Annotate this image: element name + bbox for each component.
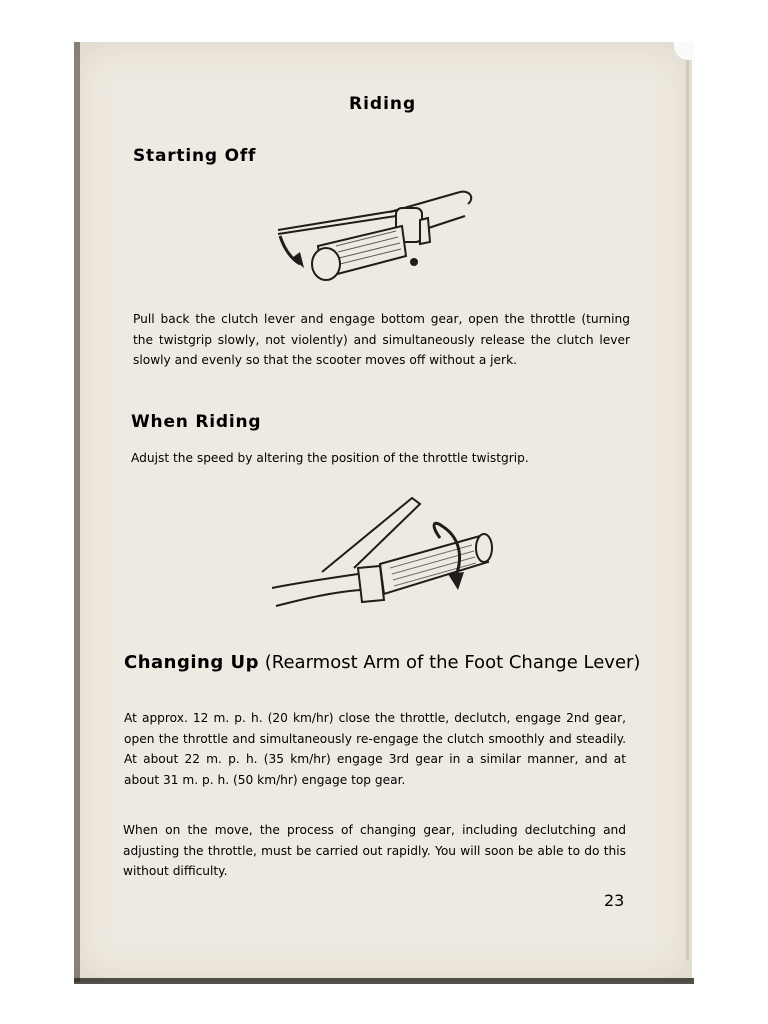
page-number: 23 (604, 891, 625, 910)
page-shadow-left (74, 42, 80, 982)
heading-starting-off: Starting Off (133, 146, 257, 166)
page-title: Riding (349, 94, 417, 114)
when-riding-text: Adujst the speed by altering the position of the throttle twistgrip. (131, 451, 529, 465)
throttle-twistgrip-illustration (262, 490, 502, 630)
clutch-lever-illustration (270, 186, 480, 291)
starting-off-text: Pull back the clutch lever and engage bottom gear, open the throttle (turning the twistgrip slowly, not violently) and simultaneously release the clutch lever slowly and evenly so that the scooter moves off without a jerk. (133, 312, 630, 367)
changing-up-text-2: When on the move, the process of changing gear, including declutching and adjusting the throttle, must be carried out rapidly. You will soon be able to do this without difficulty. (123, 823, 626, 878)
page-edge-right (686, 60, 689, 960)
heading-changing-up-rest: (Rearmost Arm of the Foot Change Lever) (264, 652, 641, 673)
heading-changing-up-bold: Changing Up (124, 652, 260, 673)
heading-changing-up (124, 652, 644, 673)
heading-when-riding: When Riding (131, 412, 262, 432)
page-shadow-bottom (74, 978, 694, 984)
changing-up-text: At approx. 12 m. p. h. (20 km/hr) close the throttle, declutch, engage 2nd gear, open the throttle and simultaneously re-engage the clutch smoothly and steadily. At about 22 m. p. h. (35 km/hr) engage 3rd gear in a similar manner, and at about 31 m. p. h. (50 km/hr) engage top gear. (124, 711, 626, 787)
